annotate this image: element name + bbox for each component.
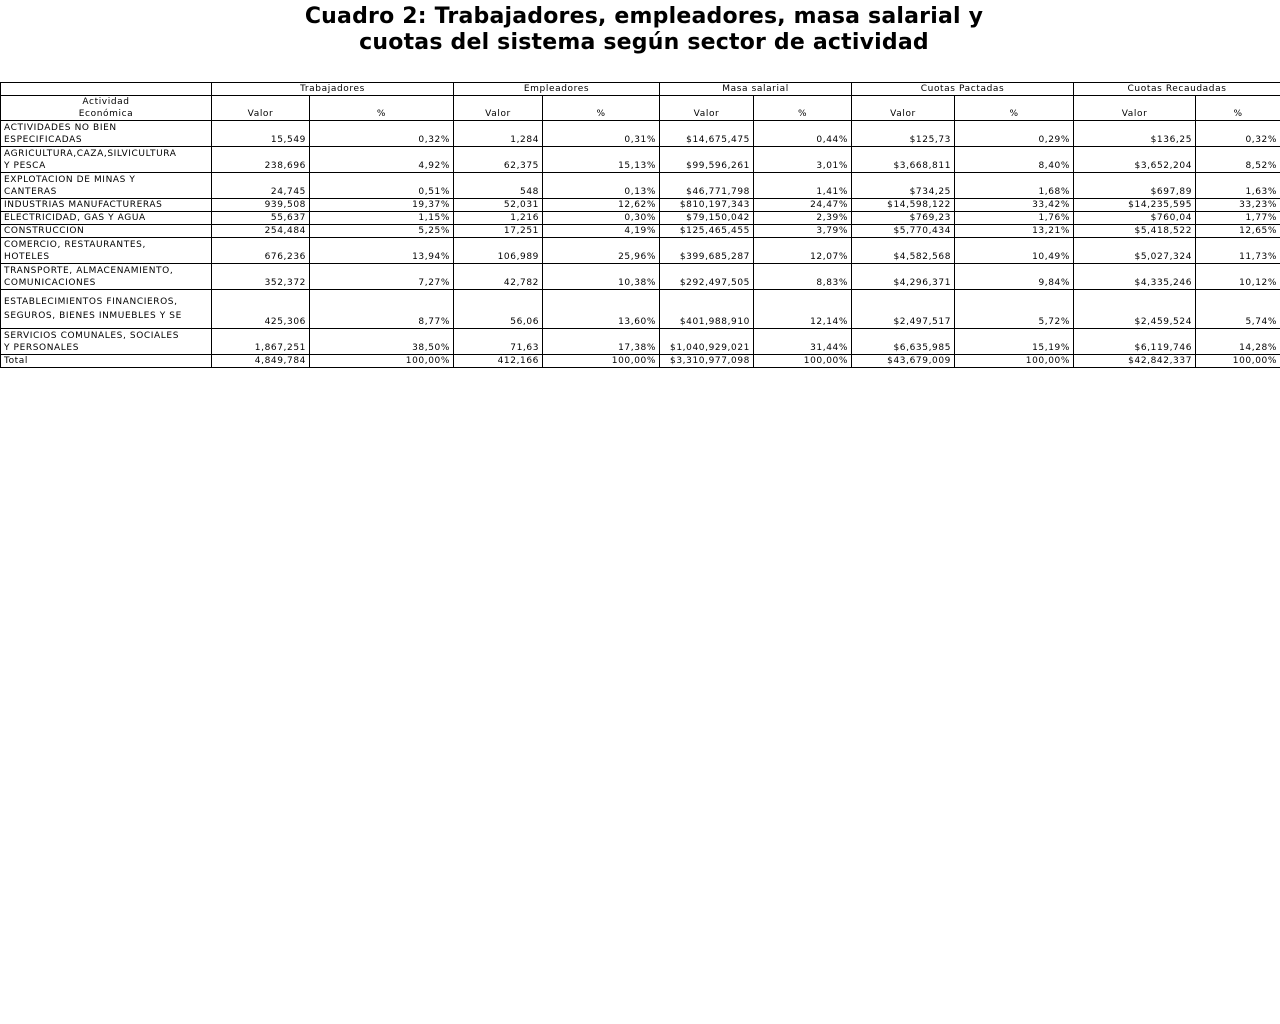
column-header-pct: % — [754, 96, 852, 121]
empleadores-pct-cell: 4,19% — [543, 225, 660, 238]
cuotas-pactadas-valor-cell: $2,497,517 — [852, 290, 955, 329]
table-row — [1, 264, 1280, 290]
empleadores-valor-cell: 1,284 — [454, 121, 543, 147]
cuotas-pactadas-pct-cell: 1,76% — [955, 212, 1074, 225]
masa-salarial-valor-cell: $125,465,455 — [660, 225, 754, 238]
masa-salarial-valor-cell: $292,497,505 — [660, 264, 754, 290]
empleadores-pct-cell: 25,96% — [543, 238, 660, 264]
trabajadores-pct-cell: 4,92% — [310, 147, 454, 173]
activity-line: EXPLOTACION DE MINAS Y — [4, 175, 136, 185]
table-row — [1, 173, 1280, 199]
page-title — [0, 4, 1280, 56]
masa-salarial-pct-cell: 31,44% — [754, 329, 852, 355]
masa-salarial-valor-cell: $79,150,042 — [660, 212, 754, 225]
empleadores-pct-cell: 0,13% — [543, 173, 660, 199]
trabajadores-valor-cell: 15,549 — [212, 121, 310, 147]
column-header-pct: % — [955, 96, 1074, 121]
cuotas-recaudadas-valor-cell: $4,335,246 — [1074, 264, 1196, 290]
column-header-valor: Valor — [660, 96, 754, 121]
cuotas-pactadas-pct-cell: 5,72% — [955, 290, 1074, 329]
cuotas-recaudadas-valor-cell: $5,027,324 — [1074, 238, 1196, 264]
table-row — [1, 199, 1280, 212]
cuotas-recaudadas-pct-cell: 11,73% — [1196, 238, 1280, 264]
total-label-cell — [1, 355, 212, 368]
column-header-valor: Valor — [1074, 96, 1196, 121]
activity-line: TRANSPORTE, ALMACENAMIENTO, — [4, 266, 174, 276]
trabajadores-valor-cell: 425,306 — [212, 290, 310, 329]
cuotas-recaudadas-valor-cell: $5,418,522 — [1074, 225, 1196, 238]
cuotas-pactadas-pct-cell: 1,68% — [955, 173, 1074, 199]
trabajadores-pct-cell: 19,37% — [310, 199, 454, 212]
cuotas-pactadas-valor-cell: $5,770,434 — [852, 225, 955, 238]
empleadores-pct-cell: 10,38% — [543, 264, 660, 290]
group-header-masa-salarial: Masa salarial — [660, 83, 852, 96]
activity-line: ACTIVIDADES NO BIEN — [4, 123, 117, 133]
masa-salarial-pct-cell: 8,83% — [754, 264, 852, 290]
cuotas-pactadas-pct-cell: 0,29% — [955, 121, 1074, 147]
trabajadores-valor-cell: 24,745 — [212, 173, 310, 199]
cuotas-recaudadas-pct-cell: 8,52% — [1196, 147, 1280, 173]
masa-salarial-valor-cell: $3,310,977,098 — [660, 355, 754, 368]
masa-salarial-valor-cell: $14,675,475 — [660, 121, 754, 147]
trabajadores-pct-cell: 0,32% — [310, 121, 454, 147]
cuotas-pactadas-valor-cell: $14,598,122 — [852, 199, 955, 212]
column-header-pct: % — [543, 96, 660, 121]
cuotas-pactadas-valor-cell: $4,296,371 — [852, 264, 955, 290]
masa-salarial-valor-cell: $401,988,910 — [660, 290, 754, 329]
activity-cell — [1, 212, 212, 225]
cuotas-recaudadas-pct-cell: 14,28% — [1196, 329, 1280, 355]
empleadores-valor-cell: 412,166 — [454, 355, 543, 368]
masa-salarial-valor-cell: $399,685,287 — [660, 238, 754, 264]
activity-line: ELECTRICIDAD, GAS Y AGUA — [4, 213, 146, 223]
empleadores-pct-cell: 0,30% — [543, 212, 660, 225]
empleadores-valor-cell: 17,251 — [454, 225, 543, 238]
activity-cell — [1, 173, 212, 199]
activity-table — [0, 82, 1280, 368]
activity-cell — [1, 199, 212, 212]
empleadores-pct-cell: 0,31% — [543, 121, 660, 147]
cuotas-recaudadas-pct-cell: 10,12% — [1196, 264, 1280, 290]
table-row — [1, 290, 1280, 329]
cuotas-recaudadas-valor-cell: $3,652,204 — [1074, 147, 1196, 173]
trabajadores-pct-cell: 5,25% — [310, 225, 454, 238]
column-header-valor: Valor — [454, 96, 543, 121]
cuotas-recaudadas-valor-cell: $697,89 — [1074, 173, 1196, 199]
group-header-empleadores: Empleadores — [454, 83, 660, 96]
activity-cell — [1, 121, 212, 147]
masa-salarial-pct-cell: 12,14% — [754, 290, 852, 329]
empleadores-valor-cell: 52,031 — [454, 199, 543, 212]
empleadores-valor-cell: 548 — [454, 173, 543, 199]
cuotas-recaudadas-valor-cell: $136,25 — [1074, 121, 1196, 147]
masa-salarial-pct-cell: 24,47% — [754, 199, 852, 212]
table-row — [1, 329, 1280, 355]
trabajadores-valor-cell: 238,696 — [212, 147, 310, 173]
masa-salarial-valor-cell: $1,040,929,021 — [660, 329, 754, 355]
cuotas-pactadas-valor-cell: $4,582,568 — [852, 238, 955, 264]
activity-line: SEGUROS, BIENES INMUEBLES Y SE — [4, 311, 182, 321]
activity-line: COMUNICACIONES — [4, 278, 96, 288]
masa-salarial-pct-cell: 0,44% — [754, 121, 852, 147]
activity-header-line-1: Actividad — [82, 97, 130, 107]
masa-salarial-valor-cell: $99,596,261 — [660, 147, 754, 173]
column-header-valor: Valor — [852, 96, 955, 121]
trabajadores-valor-cell: 4,849,784 — [212, 355, 310, 368]
masa-salarial-valor-cell: $46,771,798 — [660, 173, 754, 199]
cuotas-pactadas-pct-cell: 9,84% — [955, 264, 1074, 290]
cuotas-recaudadas-valor-cell: $760,04 — [1074, 212, 1196, 225]
group-header-trabajadores: Trabajadores — [212, 83, 454, 96]
trabajadores-valor-cell: 676,236 — [212, 238, 310, 264]
cuotas-pactadas-valor-cell: $769,23 — [852, 212, 955, 225]
activity-line: AGRICULTURA,CAZA,SILVICULTURA — [4, 149, 177, 159]
empleadores-pct-cell: 13,60% — [543, 290, 660, 329]
activity-line: Y PERSONALES — [4, 343, 80, 353]
empleadores-pct-cell: 17,38% — [543, 329, 660, 355]
empleadores-valor-cell: 42,782 — [454, 264, 543, 290]
activity-header-line-2: Económica — [78, 109, 134, 119]
activity-cell — [1, 290, 212, 329]
group-header-row — [1, 83, 1280, 96]
masa-salarial-pct-cell: 100,00% — [754, 355, 852, 368]
activity-cell — [1, 264, 212, 290]
cuotas-pactadas-pct-cell: 13,21% — [955, 225, 1074, 238]
masa-salarial-pct-cell: 3,79% — [754, 225, 852, 238]
trabajadores-valor-cell: 939,508 — [212, 199, 310, 212]
cuotas-recaudadas-pct-cell: 33,23% — [1196, 199, 1280, 212]
empleadores-valor-cell: 56,06 — [454, 290, 543, 329]
empty-corner-cell — [1, 83, 212, 96]
cuotas-pactadas-pct-cell: 33,42% — [955, 199, 1074, 212]
empleadores-pct-cell: 15,13% — [543, 147, 660, 173]
activity-line: SERVICIOS COMUNALES, SOCIALES — [4, 331, 180, 341]
table-row — [1, 121, 1280, 147]
activity-cell — [1, 147, 212, 173]
masa-salarial-valor-cell: $810,197,343 — [660, 199, 754, 212]
trabajadores-valor-cell: 352,372 — [212, 264, 310, 290]
column-header-pct: % — [310, 96, 454, 121]
cuotas-recaudadas-pct-cell: 12,65% — [1196, 225, 1280, 238]
activity-line: INDUSTRIAS MANUFACTURERAS — [4, 200, 163, 210]
trabajadores-valor-cell: 55,637 — [212, 212, 310, 225]
group-header-cuotas-pactadas: Cuotas Pactadas — [852, 83, 1074, 96]
trabajadores-pct-cell: 0,51% — [310, 173, 454, 199]
trabajadores-pct-cell: 100,00% — [310, 355, 454, 368]
cuotas-pactadas-valor-cell: $125,73 — [852, 121, 955, 147]
activity-line: CONSTRUCCION — [4, 226, 85, 236]
empleadores-valor-cell: 71,63 — [454, 329, 543, 355]
masa-salarial-pct-cell: 3,01% — [754, 147, 852, 173]
activity-line: COMERCIO, RESTAURANTES, — [4, 240, 146, 250]
cuotas-recaudadas-valor-cell: $42,842,337 — [1074, 355, 1196, 368]
activity-cell — [1, 225, 212, 238]
activity-cell — [1, 329, 212, 355]
empleadores-pct-cell: 100,00% — [543, 355, 660, 368]
group-header-cuotas-recaudadas: Cuotas Recaudadas — [1074, 83, 1280, 96]
activity-line: CANTERAS — [4, 187, 57, 197]
table-row — [1, 238, 1280, 264]
empleadores-valor-cell: 106,989 — [454, 238, 543, 264]
table-row — [1, 212, 1280, 225]
cuotas-recaudadas-pct-cell: 1,63% — [1196, 173, 1280, 199]
empleadores-valor-cell: 62,375 — [454, 147, 543, 173]
activity-line: HOTELES — [4, 252, 50, 262]
cuotas-recaudadas-valor-cell: $2,459,524 — [1074, 290, 1196, 329]
table-row — [1, 225, 1280, 238]
column-header-valor: Valor — [212, 96, 310, 121]
table-row — [1, 147, 1280, 173]
column-header-row — [1, 96, 1280, 121]
trabajadores-valor-cell: 254,484 — [212, 225, 310, 238]
title-line-1: Cuadro 2: Trabajadores, empleadores, masa salarial y — [304, 4, 984, 29]
activity-line: Y PESCA — [4, 161, 46, 171]
cuotas-pactadas-pct-cell: 8,40% — [955, 147, 1074, 173]
activity-header — [1, 96, 212, 121]
cuotas-pactadas-valor-cell: $6,635,985 — [852, 329, 955, 355]
title-line-2: cuotas del sistema según sector de actividad — [359, 30, 929, 55]
cuotas-recaudadas-pct-cell: 100,00% — [1196, 355, 1280, 368]
cuotas-recaudadas-valor-cell: $6,119,746 — [1074, 329, 1196, 355]
trabajadores-pct-cell: 8,77% — [310, 290, 454, 329]
cuotas-pactadas-pct-cell: 15,19% — [955, 329, 1074, 355]
cuotas-recaudadas-pct-cell: 5,74% — [1196, 290, 1280, 329]
column-header-pct: % — [1196, 96, 1280, 121]
total-row — [1, 355, 1280, 368]
empleadores-valor-cell: 1,216 — [454, 212, 543, 225]
masa-salarial-pct-cell: 2,39% — [754, 212, 852, 225]
cuotas-pactadas-valor-cell: $734,25 — [852, 173, 955, 199]
activity-line: ESTABLECIMIENTOS FINANCIEROS, — [4, 297, 178, 307]
total-label: Total — [4, 356, 29, 366]
cuotas-pactadas-pct-cell: 10,49% — [955, 238, 1074, 264]
masa-salarial-pct-cell: 12,07% — [754, 238, 852, 264]
trabajadores-pct-cell: 7,27% — [310, 264, 454, 290]
trabajadores-valor-cell: 1,867,251 — [212, 329, 310, 355]
trabajadores-pct-cell: 1,15% — [310, 212, 454, 225]
masa-salarial-pct-cell: 1,41% — [754, 173, 852, 199]
cuotas-pactadas-valor-cell: $43,679,009 — [852, 355, 955, 368]
empleadores-pct-cell: 12,62% — [543, 199, 660, 212]
activity-line: ESPECIFICADAS — [4, 135, 83, 145]
cuotas-recaudadas-pct-cell: 0,32% — [1196, 121, 1280, 147]
trabajadores-pct-cell: 38,50% — [310, 329, 454, 355]
activity-cell — [1, 238, 212, 264]
cuotas-pactadas-pct-cell: 100,00% — [955, 355, 1074, 368]
cuotas-recaudadas-pct-cell: 1,77% — [1196, 212, 1280, 225]
cuotas-pactadas-valor-cell: $3,668,811 — [852, 147, 955, 173]
cuotas-recaudadas-valor-cell: $14,235,595 — [1074, 199, 1196, 212]
trabajadores-pct-cell: 13,94% — [310, 238, 454, 264]
